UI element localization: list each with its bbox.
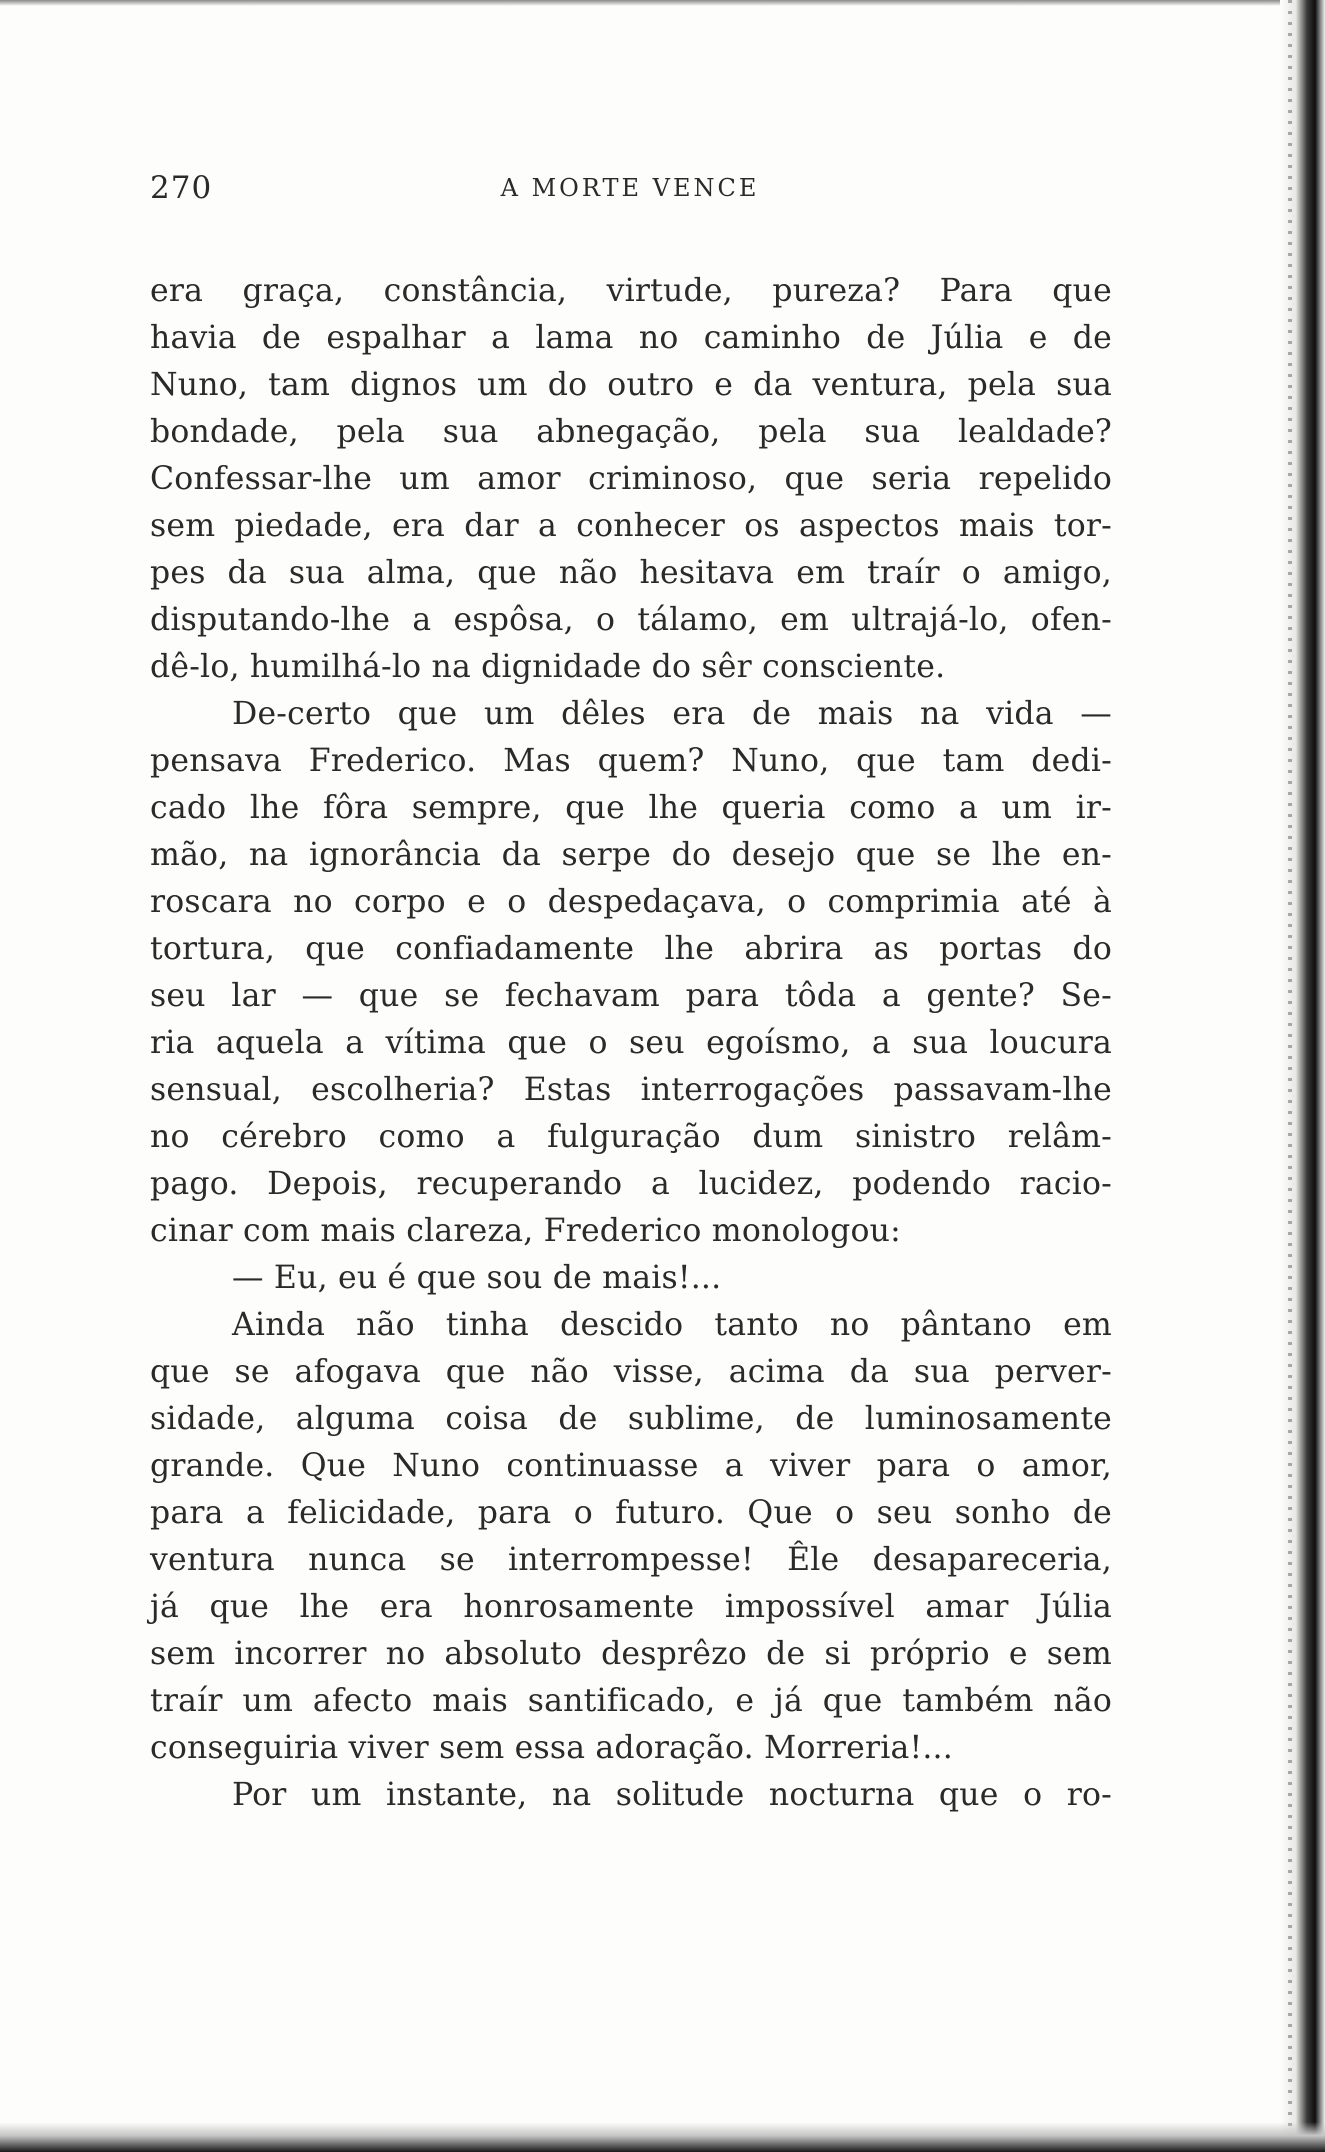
text-line: Ainda não tinha descido tanto no pântano em — [232, 1307, 1112, 1343]
text-line: pes da sua alma, que não hesitava em traír o amigo, — [150, 555, 1112, 591]
text-line: havia de espalhar a lama no caminho de Júlia e de — [150, 320, 1112, 356]
text-line: pensava Frederico. Mas quem? Nuno, que tam dedi- — [150, 743, 1112, 779]
text-line: era graça, constância, virtude, pureza? Para que — [150, 273, 1112, 309]
page-header — [150, 170, 1110, 210]
text-line: no cérebro como a fulguração dum sinistro relâm- — [150, 1119, 1112, 1155]
body-text — [150, 268, 1112, 1819]
text-line: sem piedade, era dar a conhecer os aspectos mais tor- — [150, 508, 1112, 544]
text-line: cinar com mais clareza, Frederico monologou: — [150, 1213, 901, 1249]
text-line: seu lar — que se fechavam para tôda a gente? Se- — [150, 978, 1112, 1014]
text-line: sem incorrer no absoluto desprêzo de si próprio e sem — [150, 1636, 1112, 1672]
text-line: bondade, pela sua abnegação, pela sua lealdade? — [150, 414, 1112, 450]
dialogue-line: — Eu, eu é que sou de mais!... — [232, 1260, 722, 1296]
text-line: De-certo que um dêles era de mais na vida — — [232, 696, 1112, 732]
text-line: disputando-lhe a espôsa, o tálamo, em ultrajá-lo, ofen- — [150, 602, 1112, 638]
text-line: sidade, alguma coisa de sublime, de luminosamente — [150, 1401, 1112, 1437]
text-line: roscara no corpo e o despedaçava, o comprimia até à — [150, 884, 1112, 920]
running-title: A MORTE VENCE — [500, 174, 760, 202]
text-line: traír um afecto mais santificado, e já que também não — [150, 1683, 1112, 1719]
text-line: sensual, escolheria? Estas interrogações passavam-lhe — [150, 1072, 1112, 1108]
text-line: conseguiria viver sem essa adoração. Morreria!... — [150, 1730, 953, 1766]
scan-bottom-edge — [0, 2122, 1325, 2152]
text-line: que se afogava que não visse, acima da sua perver- — [150, 1354, 1112, 1390]
scan-top-edge — [0, 0, 1325, 6]
text-line: cado lhe fôra sempre, que lhe queria como a um ir- — [150, 790, 1112, 826]
text-line: mão, na ignorância da serpe do desejo que se lhe en- — [150, 837, 1112, 873]
text-line: grande. Que Nuno continuasse a viver para o amor, — [150, 1448, 1112, 1484]
text-line: Nuno, tam dignos um do outro e da ventura, pela sua — [150, 367, 1112, 403]
text-line: dê-lo, humilhá-lo na dignidade do sêr consciente. — [150, 649, 946, 685]
page-number: 270 — [150, 170, 213, 206]
text-line: ria aquela a vítima que o seu egoísmo, a sua loucura — [150, 1025, 1112, 1061]
text-line: Por um instante, na solitude nocturna que o ro- — [232, 1777, 1112, 1813]
text-line: tortura, que confiadamente lhe abrira as portas do — [150, 931, 1112, 967]
text-line: para a felicidade, para o futuro. Que o seu sonho de — [150, 1495, 1112, 1531]
text-line: Confessar-lhe um amor criminoso, que seria repelido — [150, 461, 1112, 497]
text-line: ventura nunca se interrompesse! Êle desapareceria, — [150, 1542, 1112, 1578]
text-line: pago. Depois, recuperando a lucidez, podendo racio- — [150, 1166, 1112, 1202]
scan-binding-edge — [1280, 0, 1325, 2152]
text-line: já que lhe era honrosamente impossível amar Júlia — [150, 1589, 1112, 1625]
